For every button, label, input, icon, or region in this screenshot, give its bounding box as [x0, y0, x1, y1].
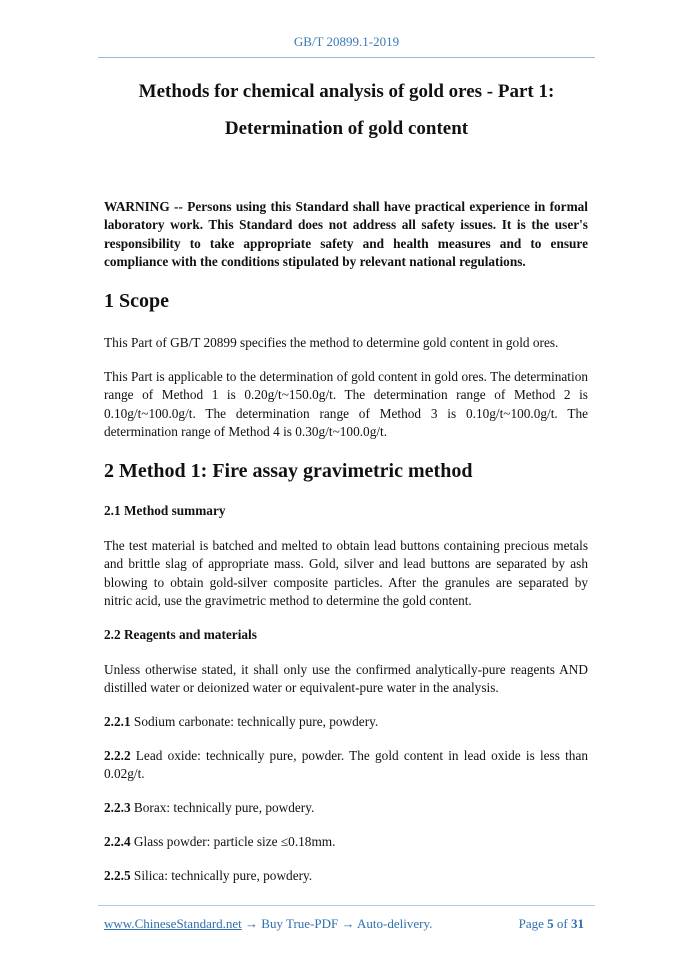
scope-paragraph-2: This Part is applicable to the determination of gold content in gold ores. The determination range of Method 1 is 0.20g/t~150.0g/t. The determination range of Method 2 is 0.10g/t~100.0g/t. The determination range of Method 3 is 0.10g/t~100.0g/t. The determination range of Method 4 is 0.30g/t~100.0g/t.	[104, 369, 588, 440]
footer-promo: www.ChineseStandard.net → Buy True-PDF → Auto-delivery.	[104, 916, 433, 931]
item-2-2-2: 2.2.2 Lead oxide: technically pure, powder. The gold content in lead oxide is less than 0.02g/t.	[104, 748, 588, 782]
header-divider	[98, 57, 595, 58]
section1-heading: 1 Scope	[104, 290, 169, 312]
item-2-2-3: 2.2.3 Borax: technically pure, powdery.	[104, 800, 315, 815]
title-line1: Methods for chemical analysis of gold ores - Part 1:	[138, 81, 555, 102]
section22-text: Unless otherwise stated, it shall only use the confirmed analytically-pure reagents AND distilled water or deionized water or equivalent-pure water in the analysis.	[104, 662, 588, 696]
title-line2: Determination of gold content	[224, 118, 469, 139]
footer-divider	[98, 905, 595, 906]
header-doc-id: GB/T 20899.1-2019	[293, 34, 400, 49]
section21-heading: 2.1 Method summary	[104, 503, 226, 518]
scope-paragraph-1: This Part of GB/T 20899 specifies the method to determine gold content in gold ores.	[104, 335, 559, 350]
section21-text: The test material is batched and melted to obtain lead buttons containing precious metals and brittle slag of appropriate mass. Gold, silver and lead buttons are separated by ash blowing to obtain gold-silver composite particles. After the granules are separated by nitric acid, use the gravimetric method to determine the gold content.	[104, 538, 588, 609]
item-2-2-1: 2.2.1 Sodium carbonate: technically pure, powdery.	[104, 714, 379, 729]
item-2-2-4: 2.2.4 Glass powder: particle size ≤0.18mm.	[104, 834, 336, 849]
warning-text: WARNING -- Persons using this Standard shall have practical experience in formal laboratory work. This Standard does not address all safety issues. It is the user's responsibility to take appropriate safety and health measures and to ensure compliance with the conditions stipulated by relevant national regulations.	[104, 199, 588, 270]
page-number: Page 5 of 31	[518, 916, 584, 931]
item-2-2-5: 2.2.5 Silica: technically pure, powdery.	[104, 868, 313, 883]
section2-heading: 2 Method 1: Fire assay gravimetric method	[104, 460, 473, 482]
footer-link[interactable]: www.ChineseStandard.net	[104, 916, 242, 931]
section22-heading: 2.2 Reagents and materials	[104, 627, 257, 642]
